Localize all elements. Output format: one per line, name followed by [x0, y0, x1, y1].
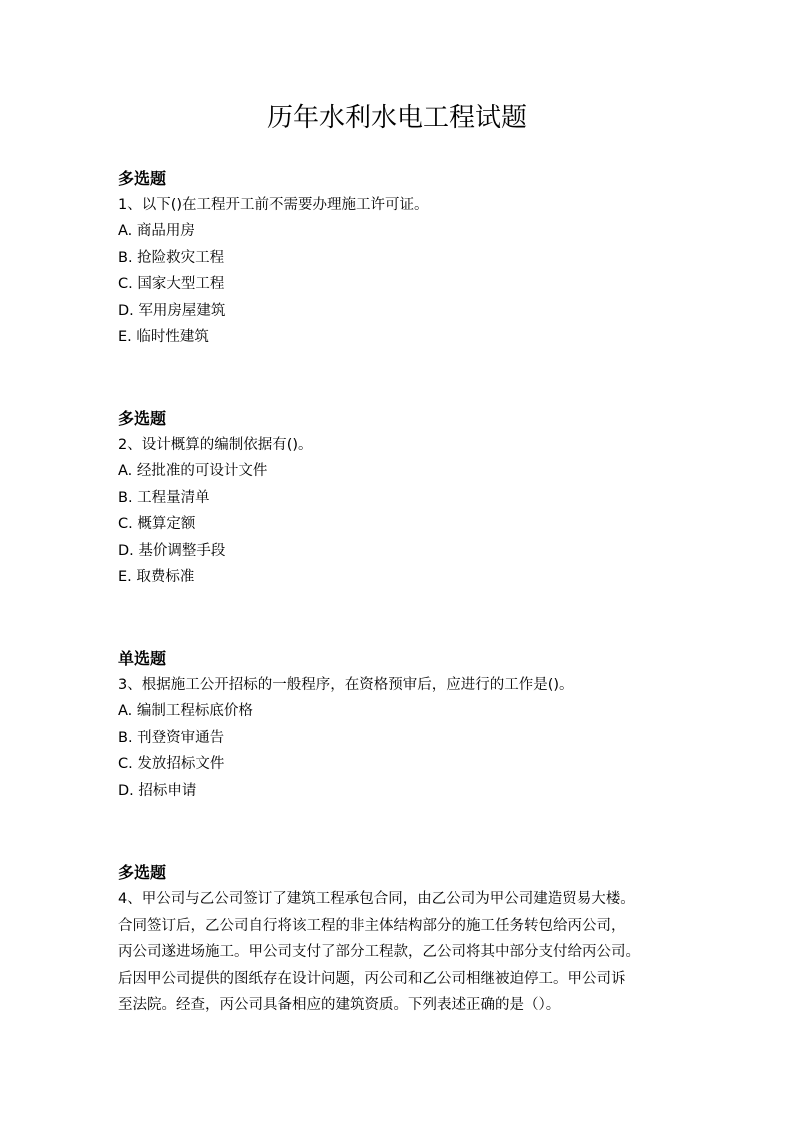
question-stem-line: 合同签订后，乙公司自行将该工程的非主体结构部分的施工任务转包给丙公司，: [118, 917, 626, 934]
question-stem-line: 至法院。经查，丙公司具备相应的建筑资质。下列表述正确的是（）。: [118, 997, 561, 1013]
option-e: E. 取费标准: [118, 569, 195, 585]
option-d: D. 基价调整手段: [118, 542, 226, 559]
option-c: C. 概算定额: [118, 516, 196, 532]
option-d: D. 招标申请: [118, 782, 197, 799]
option-b: B. 抢险救灾工程: [118, 249, 225, 266]
option-c: C. 发放招标文件: [118, 756, 225, 772]
question-2: [118, 406, 698, 591]
document-title: 历年水利水电工程试题: [266, 103, 527, 133]
option-d: D. 军用房屋建筑: [118, 302, 226, 319]
question-stem: [118, 886, 698, 1019]
question-stem-line: 后因甲公司提供的图纸存在设计问题，丙公司和乙公司相继被迫停工。甲公司诉: [118, 970, 626, 987]
option-e: E. 临时性建筑: [118, 329, 209, 345]
question-type-label: 多选题: [118, 169, 167, 188]
question-stem: 2、设计概算的编制依据有()。: [118, 437, 313, 453]
option-b: B. 工程量清单: [118, 489, 210, 506]
question-type-label: 单选题: [118, 649, 167, 668]
question-stem: 1、以下()在工程开工前不需要办理施工许可证。: [118, 197, 429, 213]
question-stem-line: 4、甲公司与乙公司签订了建筑工程承包合同，由乙公司为甲公司建造贸易大楼。: [118, 891, 635, 907]
question-stem-line: 丙公司遂进场施工。甲公司支付了部分工程款，乙公司将其中部分支付给丙公司。: [118, 944, 640, 960]
option-list: [118, 458, 698, 591]
option-list: [118, 218, 698, 351]
option-c: C. 国家大型工程: [118, 276, 225, 292]
question-1: [118, 166, 698, 351]
question-3: [118, 646, 698, 804]
question-stem: 3、根据施工公开招标的一般程序，在资格预审后，应进行的工作是()。: [118, 677, 574, 693]
option-a: A. 商品用房: [118, 223, 195, 239]
option-a: A. 经批准的可设计文件: [118, 463, 268, 479]
option-a: A. 编制工程标底价格: [118, 703, 253, 719]
option-b: B. 刊登资审通告: [118, 729, 225, 746]
option-list: [118, 698, 698, 804]
question-4: [118, 860, 698, 1019]
question-type-label: 多选题: [118, 409, 167, 428]
question-type-label: 多选题: [118, 863, 167, 882]
